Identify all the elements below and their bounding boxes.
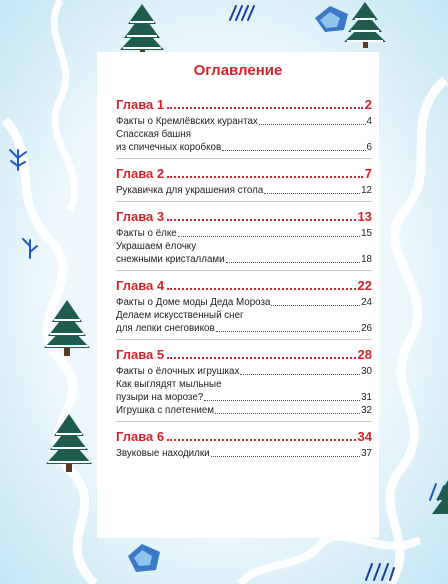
toc-item-text: Факты о Доме моды Деда Мороза [116,297,271,308]
dot-leader [271,305,360,306]
toc-item-page-number: 12 [361,185,372,196]
dot-leader [226,262,360,263]
dot-leader [215,413,360,414]
dot-leader [178,236,360,237]
toc-item[interactable] [116,227,372,240]
chapter-page-number: 2 [364,97,372,112]
toc-item-page-number: 24 [361,297,372,308]
chapter-page-number: 28 [357,347,372,362]
chapter-page-number: 7 [364,166,372,181]
toc-item[interactable] [116,240,372,266]
toc-item-text: Факты о Кремлёвских курантах [116,116,258,127]
dot-leader [167,288,355,290]
toc-item-page-number: 31 [361,392,372,403]
chapter-page-number: 13 [357,209,372,224]
toc-item[interactable] [116,296,372,309]
toc-chapter-section [116,96,372,159]
chapter-label: Глава 3 [116,209,165,224]
toc-item-text: Украшаем ёлочку [116,241,197,252]
toc-item[interactable] [116,447,372,460]
toc-item[interactable] [116,378,372,404]
toc-item[interactable] [116,128,372,154]
toc-item-page-number: 26 [361,323,372,334]
toc-chapter-section [116,277,372,340]
toc-chapter-section [116,346,372,422]
toc-item-page-number: 30 [361,366,372,377]
toc-item-text: Факты о ёлочных игрушках [116,366,240,377]
toc-item[interactable] [116,115,372,128]
chapter-label: Глава 1 [116,97,165,112]
toc-item-text: Как выглядят мыльные [116,379,222,390]
toc-item-text: из спичечных коробков [116,142,222,153]
toc-item[interactable] [116,404,372,417]
chapter-label: Глава 4 [116,278,165,293]
toc-item-page-number: 15 [361,228,372,239]
dot-leader [167,357,355,359]
chapter-label: Глава 2 [116,166,165,181]
toc-item[interactable] [116,365,372,378]
toc-item[interactable] [116,184,372,197]
toc-chapter-section [116,208,372,271]
dot-leader [167,219,355,221]
chapter-page-number: 22 [357,278,372,293]
dot-leader [204,400,360,401]
toc-item-text: Факты о ёлке [116,228,177,239]
dot-leader [216,331,360,332]
toc-item-page-number: 18 [361,254,372,265]
toc-chapter-entry[interactable] [116,165,372,182]
toc-item-text: снежными кристаллами [116,254,225,265]
toc-item-page-number: 6 [366,142,372,153]
page-title: Оглавление [193,62,283,79]
toc-chapter-section [116,428,372,464]
toc-item-page-number: 37 [361,448,372,459]
chapter-page-number: 34 [357,429,372,444]
toc-chapter-entry[interactable] [116,277,372,294]
toc-item-text: для лепки снеговиков [116,323,215,334]
toc-item-text: Звуковые находилки [116,448,210,459]
toc-chapter-section [116,165,372,202]
dot-leader [259,124,366,125]
dot-leader [222,150,365,151]
toc-item-text: Спасская башня [116,129,192,140]
toc-item-text: Рукавичка для украшения стола [116,185,264,196]
toc-item-page-number: 32 [361,405,372,416]
dot-leader [167,176,363,178]
dot-leader [211,456,360,457]
dot-leader [264,193,360,194]
chapter-label: Глава 5 [116,347,165,362]
toc-chapter-entry[interactable] [116,346,372,363]
chapter-label: Глава 6 [116,429,165,444]
dot-leader [167,439,355,441]
table-of-contents [116,96,372,470]
toc-chapter-entry[interactable] [116,428,372,445]
toc-item-text: Делаем искусственный снег [116,310,244,321]
toc-item-text: пузыри на морозе? [116,392,204,403]
dot-leader [167,107,363,109]
toc-chapter-entry[interactable] [116,96,372,113]
dot-leader [240,374,360,375]
toc-item-page-number: 4 [366,116,372,127]
toc-item-text: Игрушка с плетением [116,405,215,416]
toc-chapter-entry[interactable] [116,208,372,225]
toc-item[interactable] [116,309,372,335]
